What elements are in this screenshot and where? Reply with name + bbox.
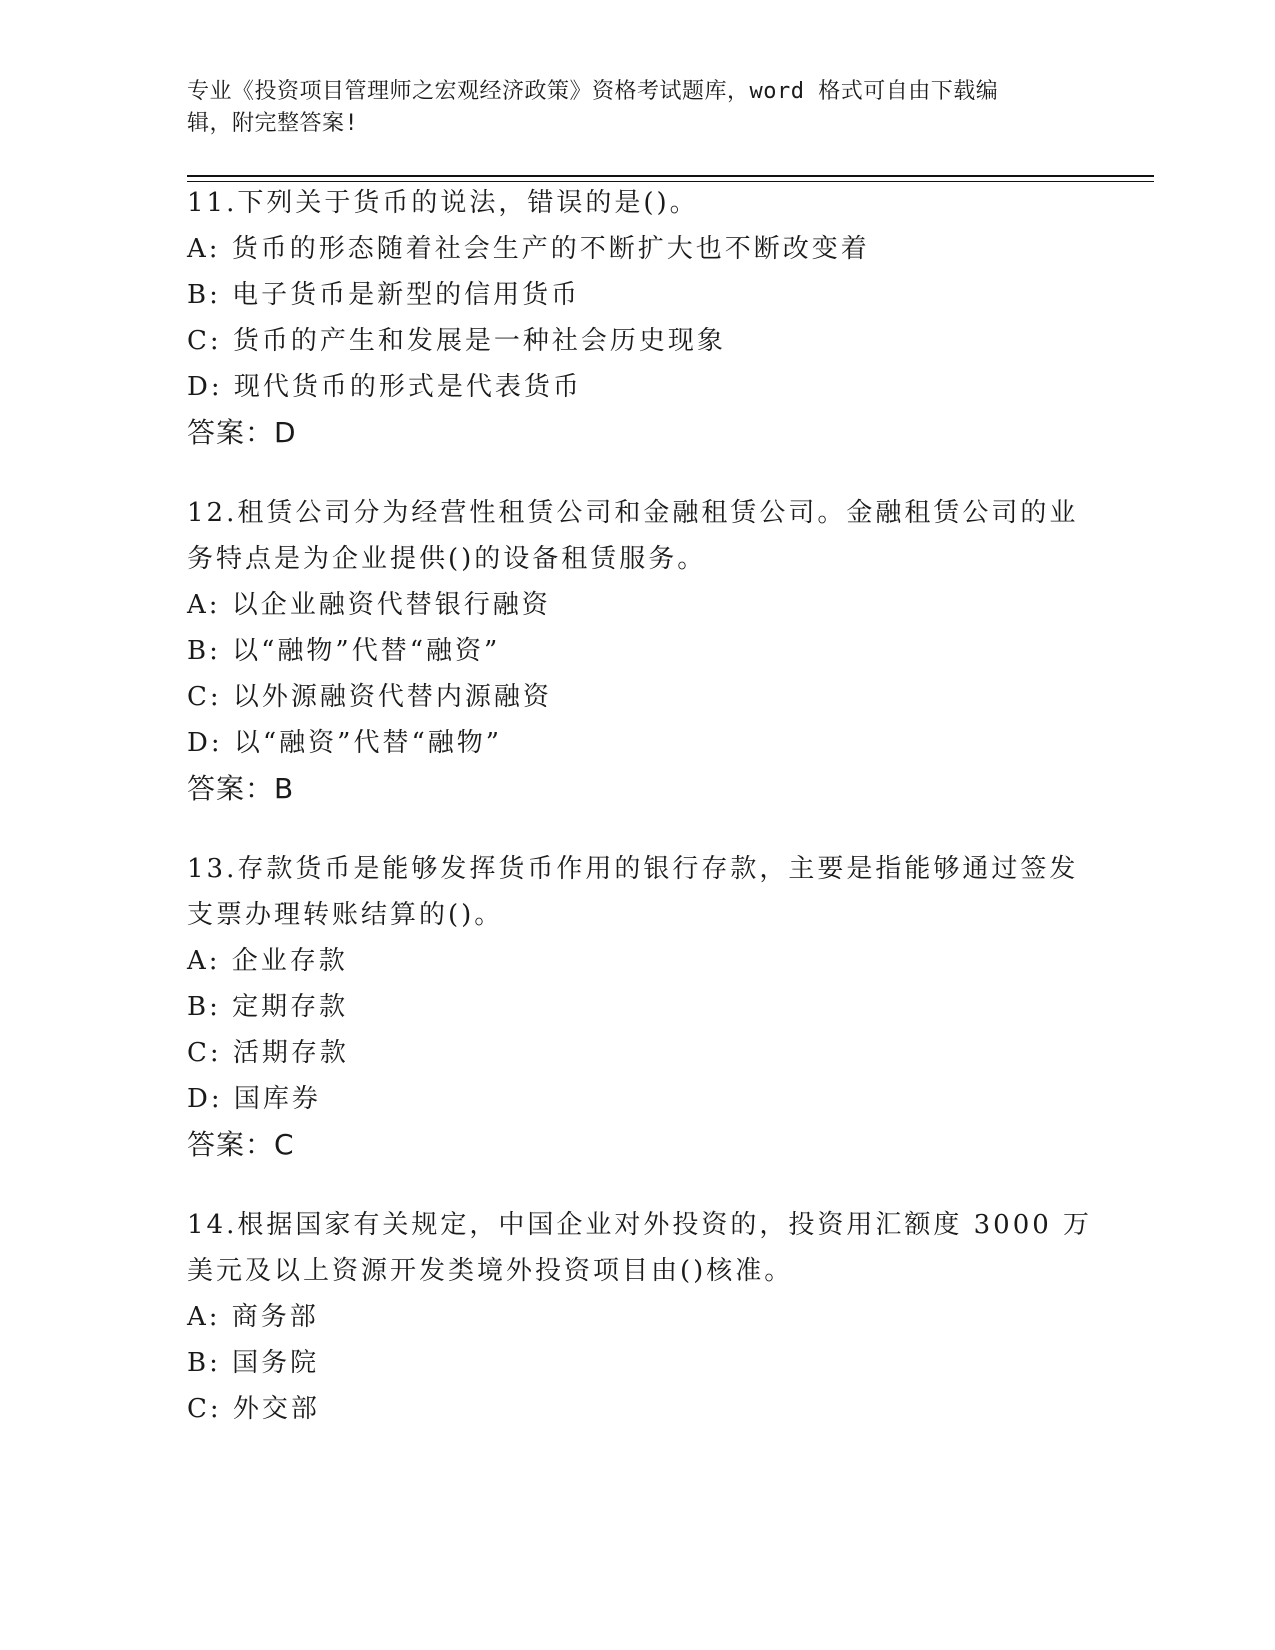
stem-line: 11.下列关于货币的说法，错误的是()。 (187, 188, 699, 218)
stem-line: 务特点是为企业提供()的设备租赁服务。 (187, 544, 707, 574)
question-stem (187, 1202, 1093, 1294)
stem-line: 13.存款货币是能够发挥货币作用的银行存款，主要是指能够通过签发 (187, 854, 1079, 884)
header-line-1: 专业《投资项目管理师之宏观经济政策》资格考试题库，word 格式可自由下载编 (187, 79, 999, 104)
question-stem (187, 490, 1087, 582)
option-d: D: 现代货币的形式是代表货币 (187, 372, 582, 402)
option-a: A: 商务部 (187, 1302, 319, 1332)
option-c: C: 外交部 (187, 1394, 320, 1424)
option-c: C: 以外源融资代替内源融资 (187, 682, 552, 712)
answer: 答案：B (187, 772, 295, 805)
stem-line: 14.根据国家有关规定，中国企业对外投资的，投资用汇额度 3000 万 (187, 1210, 1093, 1240)
stem-line: 12.租赁公司分为经营性租赁公司和金融租赁公司。金融租赁公司的业 (187, 498, 1079, 528)
option-b: B: 定期存款 (187, 992, 349, 1022)
option-a: A: 货币的形态随着社会生产的不断扩大也不断改变着 (187, 234, 870, 264)
document-header (187, 76, 1067, 140)
header-line-2: 辑，附完整答案! (187, 111, 359, 136)
option-d: D: 国库券 (187, 1084, 321, 1114)
question-stem (187, 180, 1087, 226)
stem-line: 支票办理转账结算的()。 (187, 900, 504, 930)
header-divider-thick (187, 175, 1154, 177)
option-c: C: 货币的产生和发展是一种社会历史现象 (187, 326, 726, 356)
question-stem (187, 846, 1087, 938)
stem-line: 美元及以上资源开发类境外投资项目由()核准。 (187, 1256, 794, 1286)
option-d: D: 以“融资”代替“融物” (187, 728, 503, 758)
option-c: C: 活期存款 (187, 1038, 349, 1068)
option-a: A: 以企业融资代替银行融资 (187, 590, 551, 620)
option-a: A: 企业存款 (187, 946, 348, 976)
option-b: B: 国务院 (187, 1348, 320, 1378)
question-14 (187, 1202, 1093, 1432)
question-11 (187, 180, 1087, 456)
answer: 答案：D (187, 416, 297, 449)
answer: 答案：C (187, 1128, 295, 1161)
option-b: B: 电子货币是新型的信用货币 (187, 280, 581, 310)
option-b: B: 以“融物”代替“融资” (187, 636, 501, 666)
question-13 (187, 846, 1087, 1168)
question-12 (187, 490, 1087, 812)
